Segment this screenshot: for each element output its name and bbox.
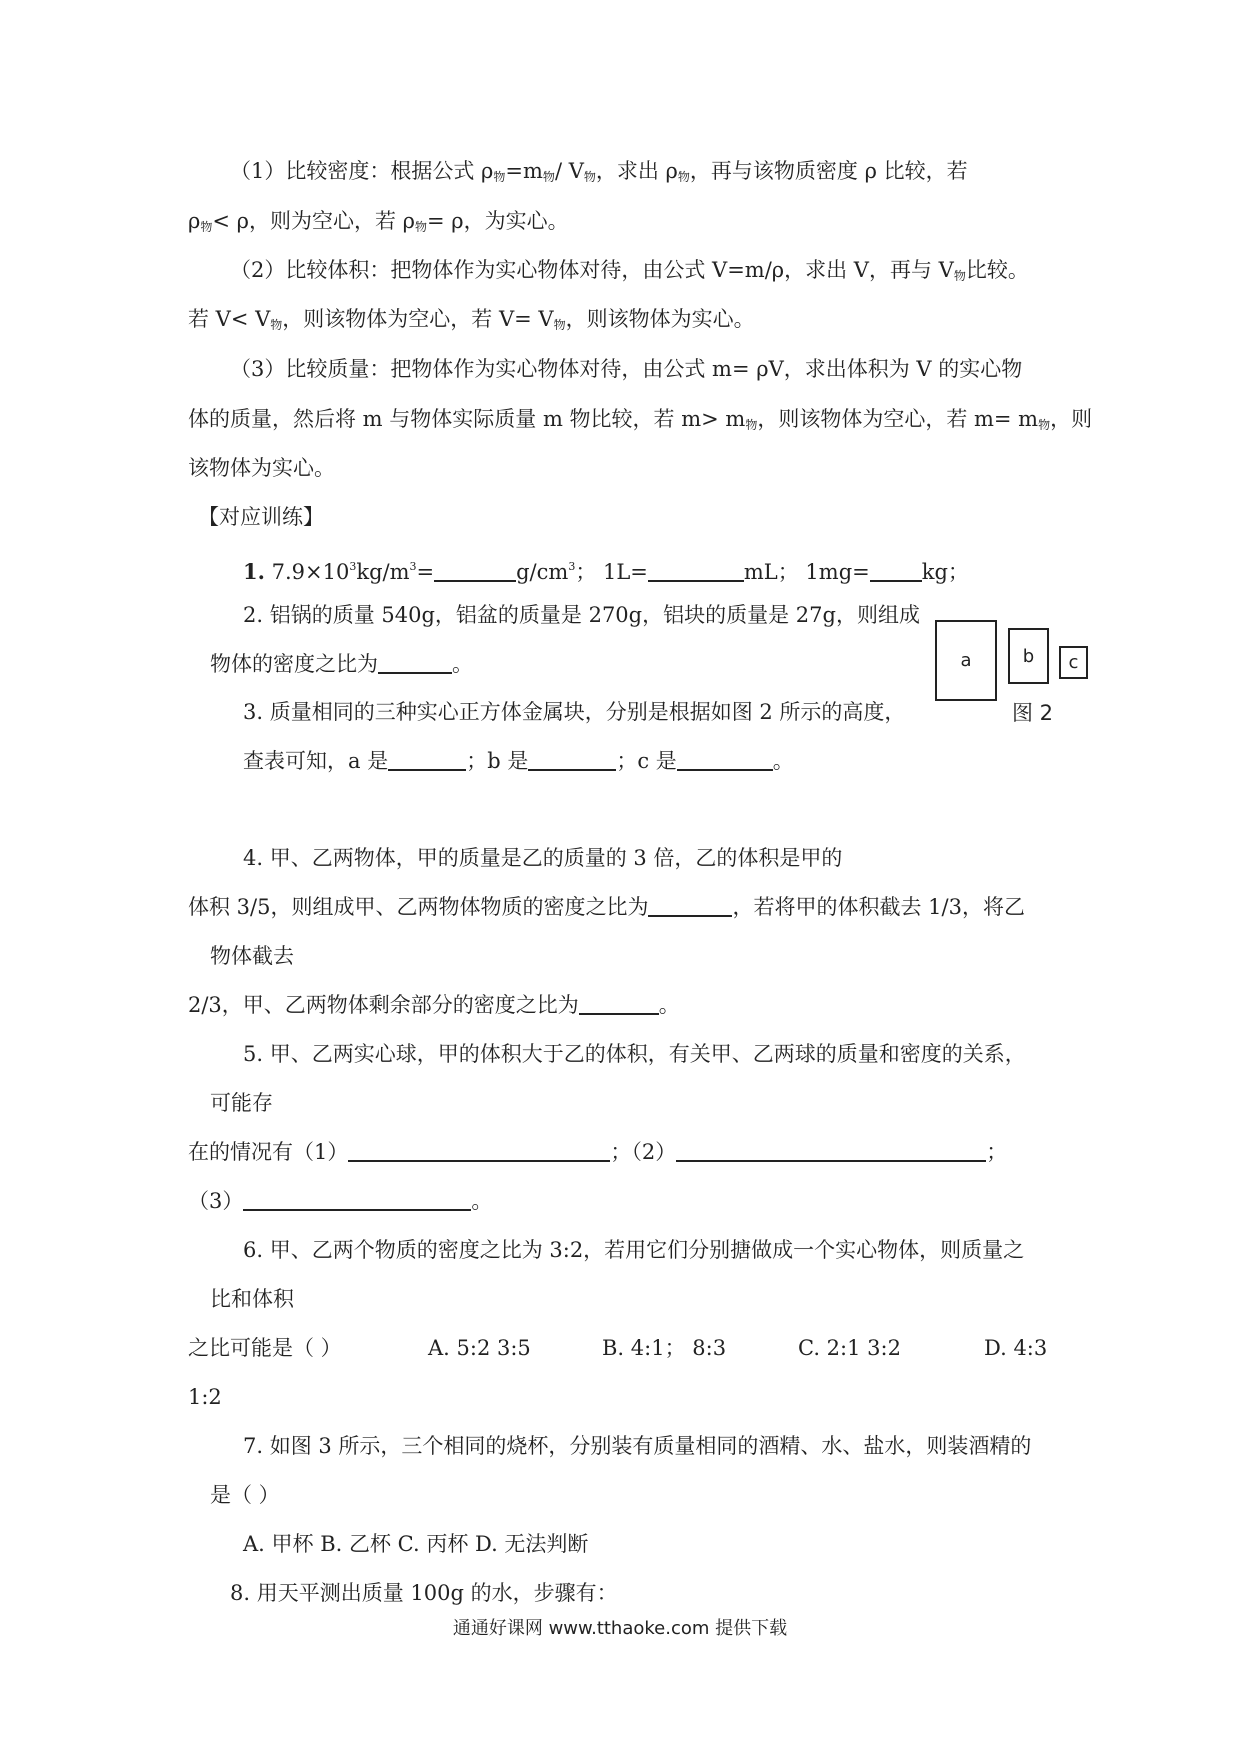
section-title: 【对应训练】	[198, 505, 324, 529]
answer-blank-3a[interactable]	[388, 747, 466, 771]
method-1-line-1: （1）比较密度：根据公式 $\rho_物=m_物/$ $V_物$，求出 $\rho_物$，再与该物质密度 ρ 比较，若	[230, 159, 968, 184]
question-8-line-1: 8. 用天平测出质量 100g 的水，步骤有：	[230, 1581, 618, 1605]
answer-blank-5a[interactable]	[348, 1138, 610, 1162]
figure-2-block-b: b	[1008, 628, 1049, 684]
answer-blank-4a[interactable]	[648, 893, 732, 917]
figure-2-block-a: a	[935, 620, 997, 701]
question-7-options[interactable]: A. 甲杯 B. 乙杯 C. 丙杯 D. 无法判断	[243, 1532, 589, 1556]
method-1-line-2: $\rho_物< \rho$，则为空心，若 $\rho_物= \rho$，为实心。	[188, 209, 569, 234]
question-4-line-1: 4. 甲、乙两物体，甲的质量是乙的质量的 3 倍，乙的体积是甲的	[243, 846, 843, 870]
question-5-line-1: 5. 甲、乙两实心球，甲的体积大于乙的体积，有关甲、乙两球的质量和密度的关系，	[243, 1042, 1026, 1066]
answer-blank-3c[interactable]	[677, 747, 773, 771]
method-3-line-2: 体的质量，然后将 m 与物体实际质量 m 物比较，若 $m> m_物$，则该物体为空心，若 $m= m_物$，则	[188, 407, 1093, 432]
method-3-line-3: 该物体为实心。	[188, 456, 335, 480]
question-2-line-2: 物体的密度之比为 。	[210, 652, 473, 676]
question-6-option-d[interactable]: D. 4:3	[984, 1336, 1048, 1360]
answer-blank-1c[interactable]	[870, 558, 922, 582]
question-1: 1. $7.9\times 10^3kg/m^3= g/cm^3$； 1L= mL； 1mg= kg；	[243, 559, 969, 584]
answer-blank-5b[interactable]	[676, 1138, 986, 1162]
answer-blank-1a[interactable]	[434, 558, 516, 582]
answer-blank-4b[interactable]	[579, 991, 659, 1015]
question-6-option-c[interactable]: C. 2:1 3:2	[798, 1336, 901, 1360]
question-3-line-2: 查表可知，a 是 ；b 是 ；c 是 。	[243, 749, 794, 773]
answer-blank-1b[interactable]	[648, 558, 744, 582]
question-6-line-1: 6. 甲、乙两个物质的密度之比为 3:2，若用它们分别搪做成一个实心物体，则质量之	[243, 1238, 1025, 1262]
figure-2-caption: 图 2	[1012, 701, 1054, 725]
question-4-line-2: 体积 3/5，则组成甲、乙两物体物质的密度之比为 ，若将甲的体积截去 1/3，将乙	[188, 895, 1025, 919]
question-7-line-2: 是（ ）	[210, 1483, 280, 1507]
answer-blank-3b[interactable]	[528, 747, 616, 771]
question-5-line-4: （3） 。	[188, 1189, 493, 1213]
question-6-line-3: 之比可能是（ ）	[188, 1336, 342, 1360]
question-5-line-2: 可能存	[210, 1091, 273, 1115]
answer-blank-2[interactable]	[378, 650, 452, 674]
question-6-option-b[interactable]: B. 4:1； 8:3	[602, 1336, 727, 1360]
question-7-line-1: 7. 如图 3 所示，三个相同的烧杯，分别装有质量相同的酒精、水、盐水，则装酒精的	[243, 1434, 1032, 1458]
method-2-line-1: （2）比较体积：把物体作为实心物体对待，由公式 V=m/ρ，求出 V，再与 $V_物$比较。	[230, 258, 1029, 283]
question-4-line-3: 物体截去	[210, 944, 294, 968]
page-footer: 通通好课网 www.tthaoke.com 提供下载	[452, 1618, 788, 1639]
figure-2-block-c: c	[1059, 646, 1088, 679]
method-2-line-2: 若 $V< V_物$，则该物体为空心，若 $V= V_物$，则该物体为实心。	[188, 307, 755, 332]
method-3-line-1: （3）比较质量：把物体作为实心物体对待，由公式 m= ρV，求出体积为 V 的实心物	[230, 357, 1023, 381]
question-6-line-4: 1:2	[188, 1385, 222, 1409]
question-1-number: 1.	[243, 559, 265, 584]
question-5-line-3: 在的情况有（1） ；（2） ；	[188, 1140, 1008, 1164]
question-4-line-4: 2/3，甲、乙两物体剩余部分的密度之比为 。	[188, 993, 680, 1017]
question-6-option-a[interactable]: A. 5:2 3:5	[428, 1336, 531, 1360]
question-3-line-1: 3. 质量相同的三种实心正方体金属块，分别是根据如图 2 所示的高度，	[243, 700, 906, 724]
question-6-line-2: 比和体积	[210, 1287, 294, 1311]
question-2-line-1: 2. 铝锅的质量 540g，铝盆的质量是 270g，铝块的质量是 27g，则组成	[243, 603, 920, 627]
answer-blank-5c[interactable]	[243, 1187, 471, 1211]
